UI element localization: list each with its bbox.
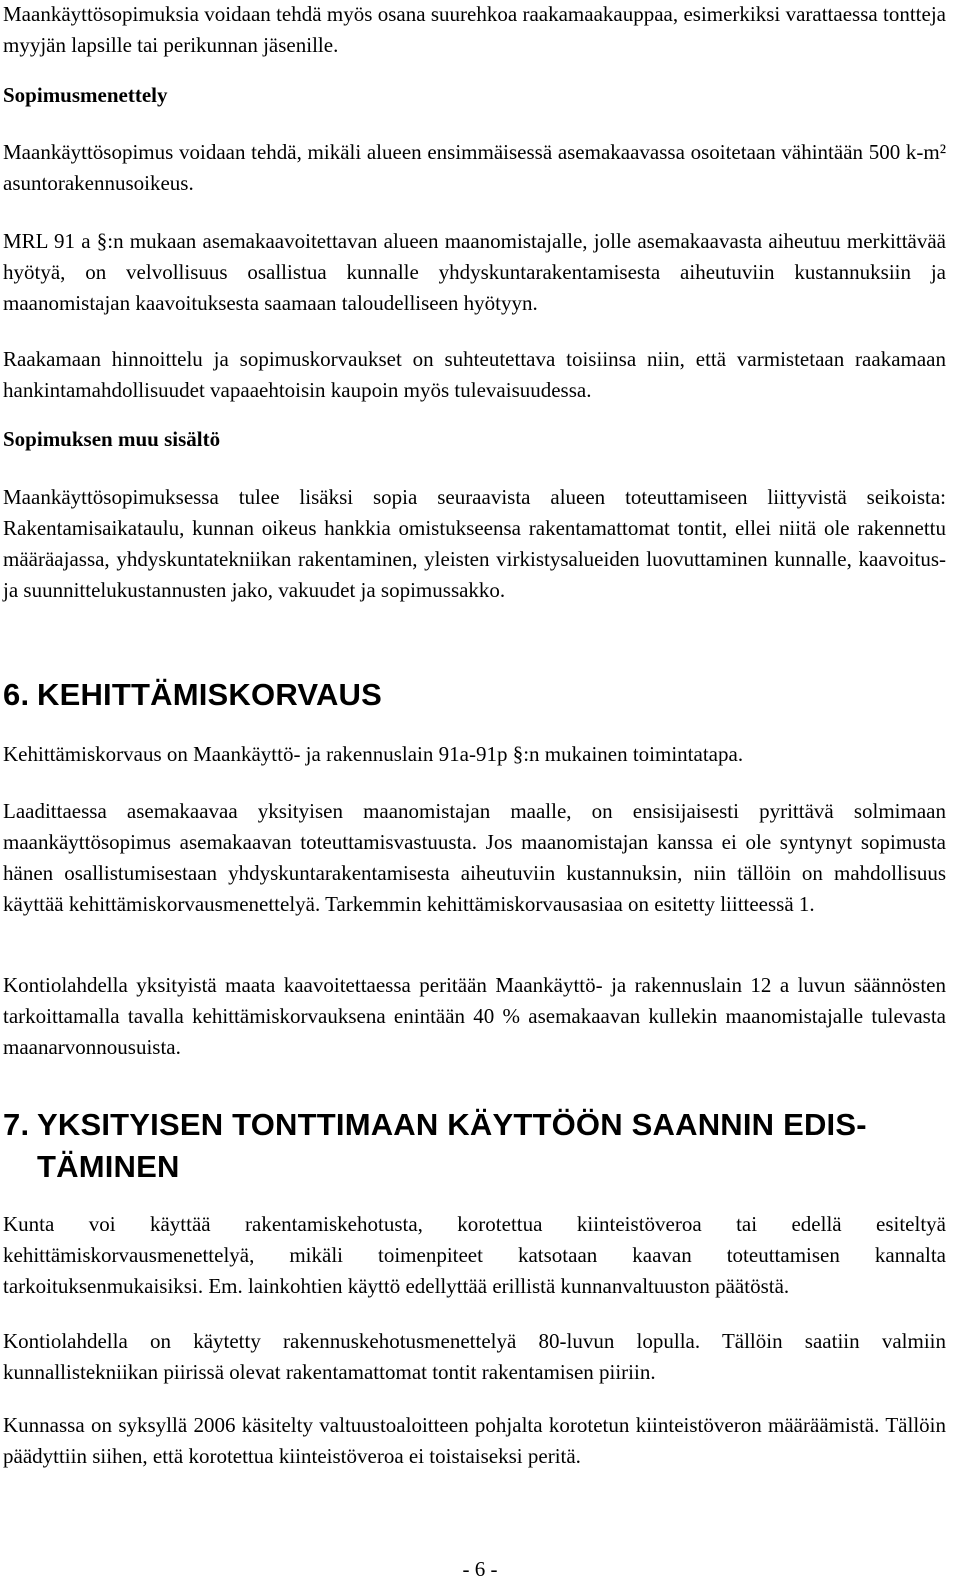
section-title-line2: TÄMINEN [37, 1149, 180, 1184]
section-heading-6 [3, 674, 946, 716]
subheading-muu-sisalto: Sopimuksen muu sisältö [3, 427, 221, 451]
paragraph-muu-sisalto: Maankäyttösopimuksessa tulee lisäksi sopia seuraavista alueen toteuttamiseen liittyvistä seikoista: Rakentamisaikataulu, kunnan oikeus hankkia omistukseensa rakentamattomat tontit, ellei niitä ole rakennettu määräajassa, yhdyskuntatekniikan rakentaminen, yleisten virkistysalueiden luovuttaminen kunnalle, kaavoitus- ja suunnittelukustannusten jako, vakuudet ja sopimussakko. [3, 485, 946, 602]
section-title: KEHITTÄMISKORVAUS [37, 677, 382, 712]
paragraph-condition: Maankäyttösopimus voidaan tehdä, mikäli alueen ensimmäisessä asemakaavassa osoitetaan vähintään 500 k-m² asuntorakennusoikeus. [3, 140, 946, 195]
subheading-sopimusmenettely: Sopimusmenettely [3, 83, 168, 107]
section-number: 6. [3, 677, 30, 712]
paragraph-kk-laadittaessa: Laadittaessa asemakaavaa yksityisen maanomistajan maalle, on ensisijaisesti pyrittävä solmimaan maankäyttösopimus asemakaavan toteuttamisvastuusta. Jos maanomistajan kanssa ei ole syntynyt sopimusta hänen osallistumisestaan yhdyskuntarakentamisesta aiheutuviin kustannuksin, niin tällöin on mahdollisuus käyttää kehittämiskorvausmenettelyä. Tarkemmin kehittämiskorvausasiaa on esitetty liitteessä 1. [3, 799, 946, 916]
page-number: - 6 - [462, 1557, 498, 1581]
paragraph-intro: Maankäyttösopimuksia voidaan tehdä myös osana suurehkoa raakamaakauppaa, esimerkiksi varattaessa tontteja myyjän lapsille tai perikunnan jäsenille. [3, 2, 946, 57]
section-number: 7. [3, 1107, 30, 1142]
paragraph-rk-80luku: Kontiolahdella on käytetty rakennuskehotusmenettelyä 80-luvun lopulla. Tällöin saatiin valmiin kunnallistekniikan piirissä olevat rakentamattomat tontit rakentamisen piiriin. [3, 1329, 946, 1384]
section-title-line1: YKSITYISEN TONTTIMAAN KÄYTTÖÖN SAANNIN EDIS- [37, 1107, 867, 1142]
paragraph-kk-kontiolahti: Kontiolahdella yksityistä maata kaavoitettaessa peritään Maankäyttö- ja rakennuslain 12 a luvun säännösten tarkoittamalla tavalla kehittämiskorvauksena enintään 40 % asemakaavan kullekin maanomistajalle tulevasta maanarvonnousuista. [3, 973, 946, 1059]
paragraph-rk-2006: Kunnassa on syksyllä 2006 käsitelty valtuustoaloitteen pohjalta korotetun kiinteistöveron määräämistä. Tällöin päädyttiin siihen, että korotettua kiinteistöveroa ei toistaiseksi peritä. [3, 1413, 946, 1468]
paragraph-rk-kunta: Kunta voi käyttää rakentamiskehotusta, korotettua kiinteistöveroa tai edellä esiteltyä kehittämiskorvausmenettelyä, mikäli toimenpiteet katsotaan kaavan toteuttamisen kannalta tarkoituksenmukaisiksi. Em. lainkohtien käyttö edellyttää erillistä kunnanvaltuuston päätöstä. [3, 1212, 946, 1298]
paragraph-mrl91: MRL 91 a §:n mukaan asemakaavoitettavan alueen maanomistajalle, jolle asemakaavasta aiheutuu merkittävää hyötyä, on velvollisuus osallistua kunnalle yhdyskuntarakentamisesta aiheutuviin kustannuksiin ja maanomistajan kaavoituksesta saamaan taloudelliseen hyötyyn. [3, 229, 946, 315]
paragraph-kk-intro: Kehittämiskorvaus on Maankäyttö- ja rakennuslain 91a-91p §:n mukainen toimintatapa. [3, 742, 744, 766]
section-heading-7 [3, 1104, 946, 1188]
paragraph-raakamaa: Raakamaan hinnoittelu ja sopimuskorvaukset on suhteutettava toisiinsa niin, että varmistetaan raakamaan hankintamahdollisuudet vapaaehtoisin kaupoin myös tulevaisuudessa. [3, 347, 946, 402]
